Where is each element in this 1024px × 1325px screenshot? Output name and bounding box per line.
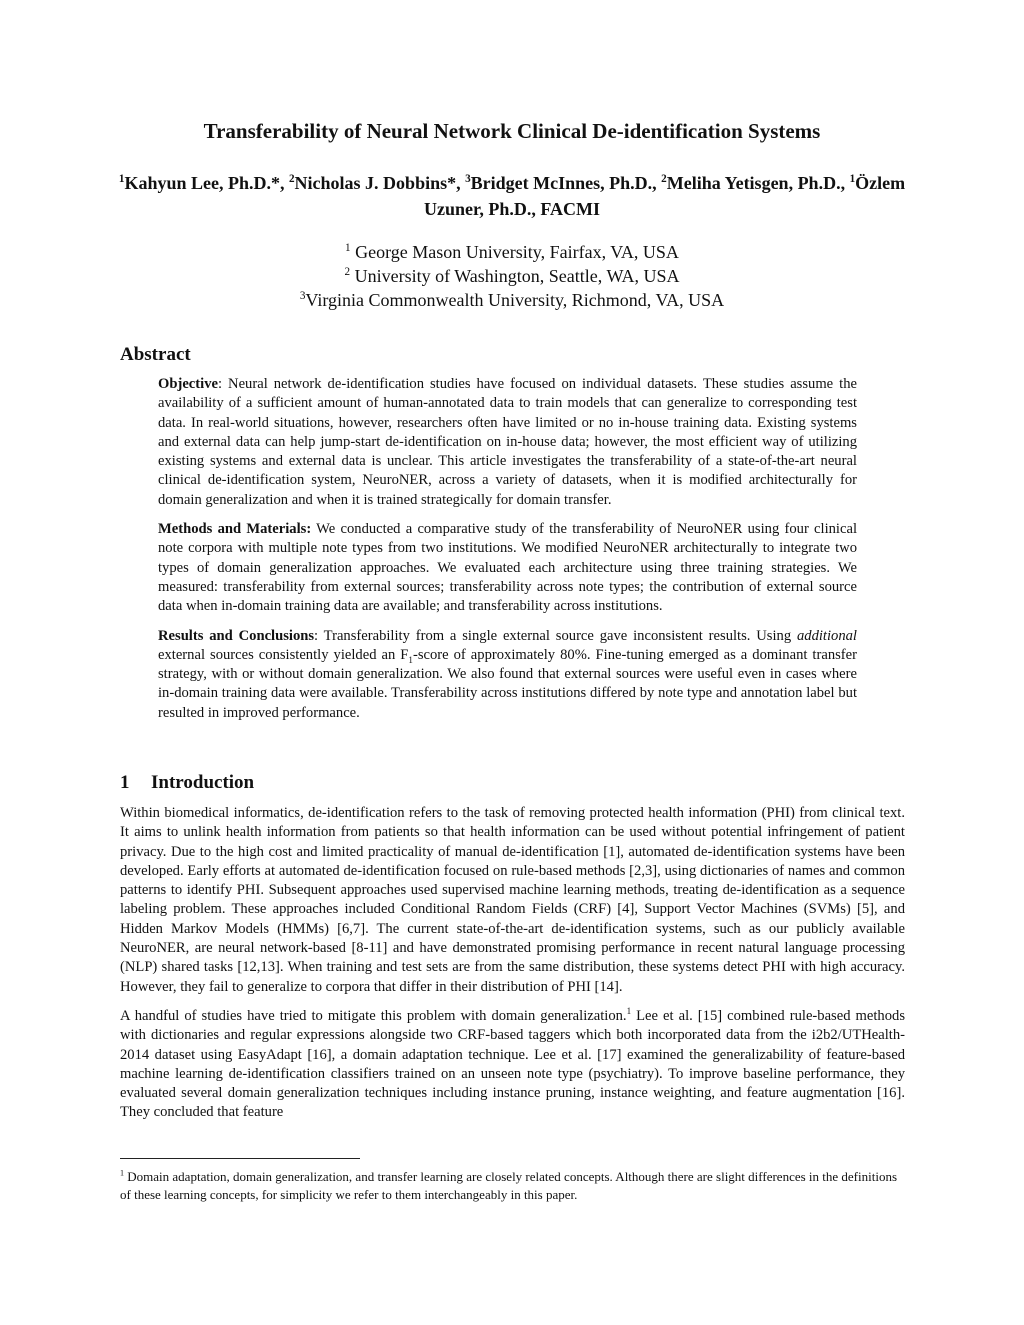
paragraph: A handful of studies have tried to mitigate this problem with domain generalization.$^1$ Lee et al. [15] combined rule-based methods with dictionaries and regular expressions alongside two CRF-based taggers which both incorporated data from the i2b2/UTHealth-2014 dataset using EasyAdapt [16], a domain adaptation technique. Lee et al. [17] examined the generalizability of feature-based machine learning de-identification classifiers trained on an unseen note type (psychiatry). To improve baseline performance, they evaluated several domain generalization techniques including instance pruning, instance weighting, and feature augmentation [16]. They concluded that feature (120, 1006, 905, 1121)
footnote-marker[interactable]: 1 (626, 1006, 632, 1017)
author: $^1$Özlem Uzuner, Ph.D., FACMI (424, 173, 906, 219)
affiliation: $^2$ University of Washington, Seattle, WA, USA (344, 266, 680, 286)
abstract-methods: Methods and Materials: We conducted a comparative study of the transferability of NeuroNER using four clinical note corpora with multiple note types from two institutions. We modified NeuroNER architecturally to integrate two types of domain generalization approaches. We evaluated each architecture using three training strategies. We measured: transferability from external sources; transferability across note types; the contribution of external source data when in-domain training data are available; and transferability across institutions. (158, 521, 857, 615)
affiliation: $^3$Virginia Commonwealth University, Richmond, VA, USA (299, 290, 725, 310)
affiliation-list (0, 240, 1024, 312)
abstract-objective: Objective: Neural network de-identification studies have focused on individual datasets. These studies assume the availability of a sufficient amount of human-annotated data to train models that can generalize to corresponding test data. In real-world situations, however, researchers often have limited or no in-house training data. Existing systems and external data can help jump-start de-identification on in-house data; however, the most efficient way of utilizing existing systems and external data is unclear. This article investigates the transferability of a state-of-the-art neural clinical de-identification system, NeuroNER, across a variety of datasets, when it is modified architecturally for domain generalization and when it is trained strategically for domain transfer. (158, 376, 857, 508)
author-list (110, 170, 914, 222)
affiliation: $^1$ George Mason University, Fairfax, VA, USA (345, 242, 679, 262)
footnote-divider (120, 1158, 360, 1159)
author: $^2$Meliha Yetisgen, Ph.D., (661, 173, 850, 193)
author: $^3$Bridget McInnes, Ph.D., (465, 173, 662, 193)
abstract-heading: Abstract (120, 344, 191, 365)
footnote: $^1$ Domain adaptation, domain generalization, and transfer learning are closely related concepts. Although there are slight differences in the definitions of these learning concepts, for simplicity we refer to them interchangeably in this paper. (120, 1168, 898, 1202)
author: $^1$Kahyun Lee, Ph.D.*, (118, 173, 289, 193)
paragraph: Within biomedical informatics, de-identification refers to the task of removing protected health information (PHI) from clinical text. It aims to unlink health information from patients so that health information can be used without potential infringement of patient privacy. Due to the high cost and limited practicality of manual de-identification [1], automated de-identification systems have been developed. Early efforts at automated de-identification focused on rule-based methods [2,3], using dictionaries of names and common patterns to identify PHI. Subsequent approaches used supervised machine learning methods, treating de-identification as a sequence labeling problem. These approaches included Conditional Random Fields (CRF) [4], Support Vector Machines (SVMs) [5], and Hidden Markov Models (HMMs) [6,7]. The current state-of-the-art de-identification systems, such as our publicly available NeuroNER, are neural network-based [8-11] and have demonstrated promising performance in recent natural language processing (NLP) shared tasks [12,13]. When training and test sets are from the same distribution, these systems detect PHI with high accuracy. However, they fail to generalize to corpora that differ in their distribution of PHI [14]. (120, 805, 905, 995)
introduction-heading (120, 772, 254, 794)
section-number: 1 (120, 772, 130, 793)
author: $^2$Nicholas J. Dobbins*, (288, 173, 466, 193)
abstract-results: Results and Conclusions: Transferability from a single external source gave inconsistent results. Using additional external sources consistently yielded an $F_1$-score of approximately 80%. Fine-tuning emerged as a dominant transfer strategy, with or without domain generalization. We also found that external sources were useful even in cases where in-domain training data were available. Transferability across institutions differed by note type and annotation label but resulted in improved performance. (158, 627, 858, 721)
abstract-body (158, 375, 857, 733)
introduction-body (120, 804, 905, 1133)
paper-title: Transferability of Neural Network Clinical De-identification Systems (203, 119, 821, 143)
section-title: Introduction (151, 772, 255, 793)
